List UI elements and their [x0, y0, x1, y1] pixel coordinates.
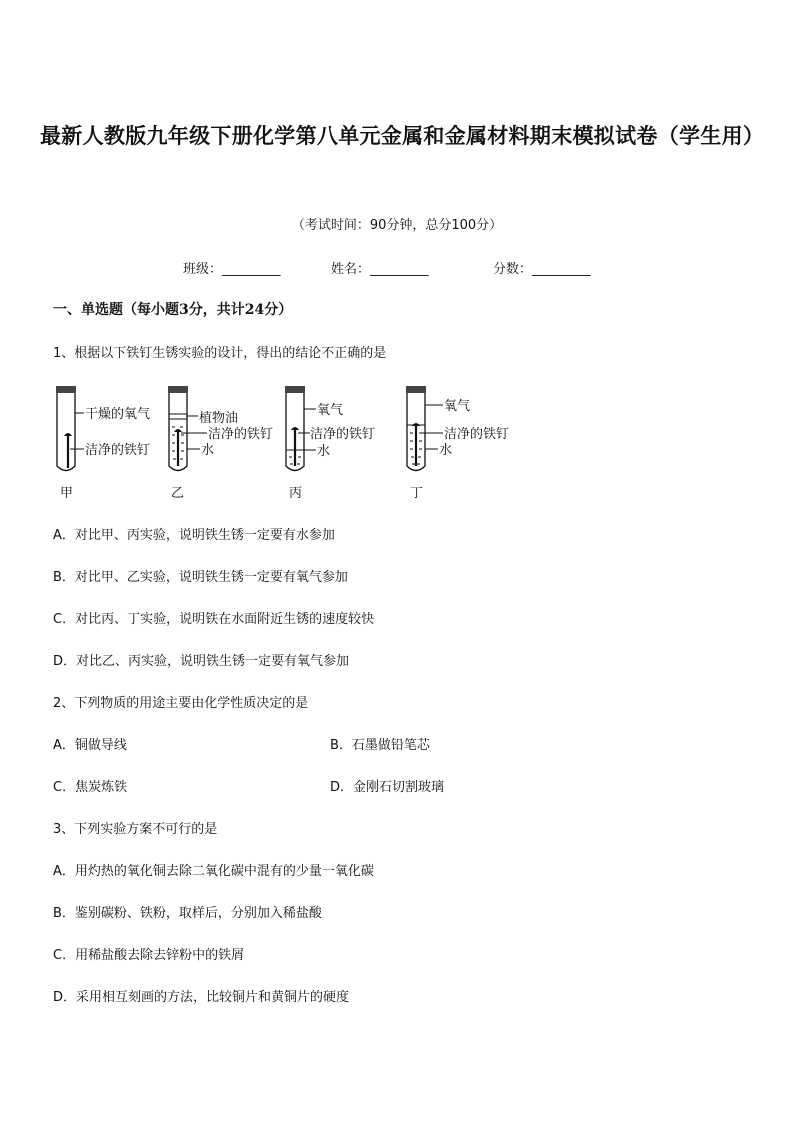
tube-bing: [285, 386, 375, 501]
tube-name-jia: 甲: [60, 486, 74, 501]
exam-title: 最新人教版九年级下册化学第八单元金属和金属材料期末模拟试卷（学生用）: [40, 123, 765, 148]
nail-head: [174, 429, 182, 432]
question-3-stem: 3、下列实验方案不可行的是: [53, 822, 218, 837]
label-oxygen: 氧气: [317, 403, 344, 418]
class-field[interactable]: 班级：_________: [183, 262, 281, 277]
label-water: 水: [201, 443, 215, 458]
nail-head: [64, 433, 72, 436]
nail-head: [291, 427, 299, 430]
stopper: [56, 386, 76, 393]
test-tube: [57, 393, 75, 471]
tube-name-ding: 丁: [410, 486, 424, 501]
section-heading: 一、单选题（每小题3分，共计24分）: [53, 302, 293, 318]
name-field[interactable]: 姓名：_________: [331, 262, 429, 277]
question-1-stem: 1、根据以下铁钉生锈实验的设计，得出的结论不正确的是: [53, 346, 387, 361]
question-2-option-a[interactable]: A．铜做导线: [53, 738, 127, 753]
exam-duration-note: （考试时间：90分钟，总分100分）: [291, 218, 503, 233]
score-field[interactable]: 分数：_________: [493, 262, 591, 277]
tube-jia: [56, 386, 150, 501]
question-2-option-c[interactable]: C．焦炭炼铁: [53, 780, 128, 795]
stopper: [406, 386, 426, 393]
question-3-option-a[interactable]: A．用灼热的氧化铜去除二氧化碳中混有的少量一氧化碳: [53, 864, 374, 879]
question-1-option-b[interactable]: B．对比甲、乙实验，说明铁生锈一定要有氧气参加: [53, 570, 348, 585]
question-3-option-d[interactable]: D．采用相互刻画的方法，比较铜片和黄铜片的硬度: [53, 990, 350, 1005]
question-2-option-d[interactable]: D．金刚石切割玻璃: [330, 780, 445, 795]
rusting-experiment-diagram: [40, 378, 560, 503]
stopper: [285, 386, 305, 393]
label-clean-nail: 洁净的铁钉: [310, 427, 376, 442]
stopper: [168, 386, 188, 393]
question-3-option-c[interactable]: C．用稀盐酸去除去锌粉中的铁屑: [53, 948, 245, 963]
question-2-stem: 2、下列物质的用途主要由化学性质决定的是: [53, 696, 309, 711]
label-water: 水: [439, 443, 453, 458]
tube-name-yi: 乙: [171, 486, 185, 501]
label-water: 水: [317, 444, 331, 459]
question-1-option-c[interactable]: C．对比丙、丁实验，说明铁在水面附近生锈的速度较快: [53, 612, 375, 627]
question-1-option-d[interactable]: D．对比乙、丙实验，说明铁生锈一定要有氧气参加: [53, 654, 350, 669]
label-vegetable-oil: 植物油: [199, 411, 239, 426]
nail-head: [412, 423, 420, 426]
label-oxygen: 氧气: [444, 399, 471, 414]
question-2-option-b[interactable]: B．石墨做铅笔芯: [330, 738, 430, 753]
tube-yi: [168, 386, 273, 501]
label-clean-nail: 洁净的铁钉: [208, 427, 274, 442]
label-clean-nail: 洁净的铁钉: [444, 427, 510, 442]
label-clean-nail: 洁净的铁钉: [85, 443, 151, 458]
tube-name-bing: 丙: [289, 486, 303, 501]
question-1-option-a[interactable]: A．对比甲、丙实验，说明铁生锈一定要有水参加: [53, 528, 335, 543]
question-3-option-b[interactable]: B．鉴别碳粉、铁粉，取样后，分别加入稀盐酸: [53, 906, 322, 921]
label-dry-oxygen: 干燥的氧气: [85, 407, 151, 422]
tube-ding: [406, 386, 509, 501]
